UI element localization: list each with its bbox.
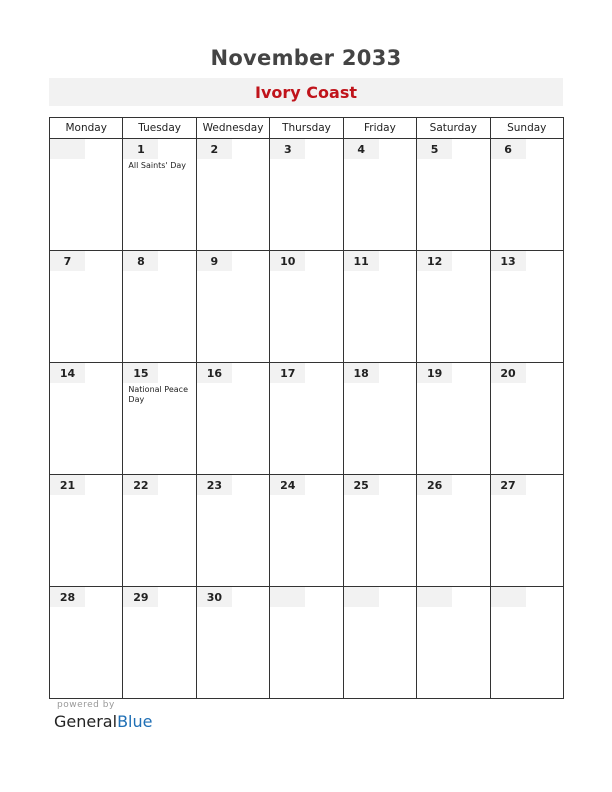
- weekday-header-row: [50, 118, 564, 139]
- day-cell: [417, 475, 490, 587]
- day-cell: [196, 587, 269, 699]
- day-number: [50, 139, 85, 159]
- day-cell: [196, 251, 269, 363]
- weekday-sunday: Sunday: [490, 118, 563, 139]
- day-cell: [343, 475, 416, 587]
- day-cell: [50, 251, 123, 363]
- day-number: 12: [417, 251, 452, 271]
- holiday-label: National Peace Day: [128, 385, 188, 404]
- weekday-monday: Monday: [50, 118, 123, 139]
- day-cell: [123, 587, 196, 699]
- day-number: 26: [417, 475, 452, 495]
- day-cell: [490, 139, 563, 251]
- day-cell: [196, 139, 269, 251]
- day-number: 10: [270, 251, 305, 271]
- day-cell: [417, 139, 490, 251]
- day-cell: [343, 251, 416, 363]
- weekday-thursday: Thursday: [270, 118, 343, 139]
- day-number: 13: [491, 251, 526, 271]
- day-number: 21: [50, 475, 85, 495]
- day-cell: [270, 251, 343, 363]
- day-cell: [50, 139, 123, 251]
- day-number: 16: [197, 363, 232, 383]
- day-number: 24: [270, 475, 305, 495]
- day-cell: [50, 363, 123, 475]
- weekday-friday: Friday: [343, 118, 416, 139]
- day-cell: [417, 363, 490, 475]
- day-cell: [123, 251, 196, 363]
- day-cell: [123, 139, 196, 251]
- day-cell: [417, 251, 490, 363]
- week-row: [50, 363, 564, 475]
- weekday-tuesday: Tuesday: [123, 118, 196, 139]
- country-name: Ivory Coast: [255, 83, 357, 102]
- day-number: 14: [50, 363, 85, 383]
- calendar-grid: [49, 117, 564, 699]
- day-number: 28: [50, 587, 85, 607]
- day-number: 3: [270, 139, 305, 159]
- page-title: November 2033: [210, 46, 402, 70]
- day-cell: [343, 139, 416, 251]
- day-cell: [343, 363, 416, 475]
- day-cell: [490, 363, 563, 475]
- day-number: 17: [270, 363, 305, 383]
- day-number: 2: [197, 139, 232, 159]
- day-cell: [490, 587, 563, 699]
- week-row: [50, 475, 564, 587]
- day-number: 15: [123, 363, 158, 383]
- day-cell: [417, 587, 490, 699]
- weekday-wednesday: Wednesday: [196, 118, 269, 139]
- day-cell: [196, 363, 269, 475]
- day-number: 5: [417, 139, 452, 159]
- day-number: [270, 587, 305, 607]
- day-number: 29: [123, 587, 158, 607]
- day-number: 8: [123, 251, 158, 271]
- powered-by-text: powered by: [57, 700, 115, 710]
- day-number: 18: [344, 363, 379, 383]
- day-number: 4: [344, 139, 379, 159]
- week-row: [50, 251, 564, 363]
- day-number: 11: [344, 251, 379, 271]
- day-cell: [50, 587, 123, 699]
- day-number: 27: [491, 475, 526, 495]
- weekday-saturday: Saturday: [417, 118, 490, 139]
- day-number: 1: [123, 139, 158, 159]
- day-number: 6: [491, 139, 526, 159]
- day-number: 25: [344, 475, 379, 495]
- day-cell: [50, 475, 123, 587]
- day-cell: [270, 363, 343, 475]
- day-number: 23: [197, 475, 232, 495]
- day-number: 19: [417, 363, 452, 383]
- holiday-label: All Saints' Day: [128, 161, 186, 170]
- week-row: [50, 587, 564, 699]
- week-row: [50, 139, 564, 251]
- day-cell: [270, 475, 343, 587]
- day-number: 7: [50, 251, 85, 271]
- brand-general: General: [54, 712, 118, 731]
- day-cell: [343, 587, 416, 699]
- brand-blue: Blue: [117, 712, 153, 731]
- day-cell: [123, 363, 196, 475]
- day-number: [491, 587, 526, 607]
- country-banner: [49, 78, 563, 106]
- day-number: [344, 587, 379, 607]
- day-cell: [123, 475, 196, 587]
- day-number: [417, 587, 452, 607]
- day-cell: [196, 475, 269, 587]
- day-cell: [490, 251, 563, 363]
- day-number: 22: [123, 475, 158, 495]
- day-cell: [270, 139, 343, 251]
- day-number: 9: [197, 251, 232, 271]
- day-cell: [490, 475, 563, 587]
- day-number: 30: [197, 587, 232, 607]
- generalblue-logo[interactable]: [54, 712, 152, 731]
- day-number: 20: [491, 363, 526, 383]
- day-cell: [270, 587, 343, 699]
